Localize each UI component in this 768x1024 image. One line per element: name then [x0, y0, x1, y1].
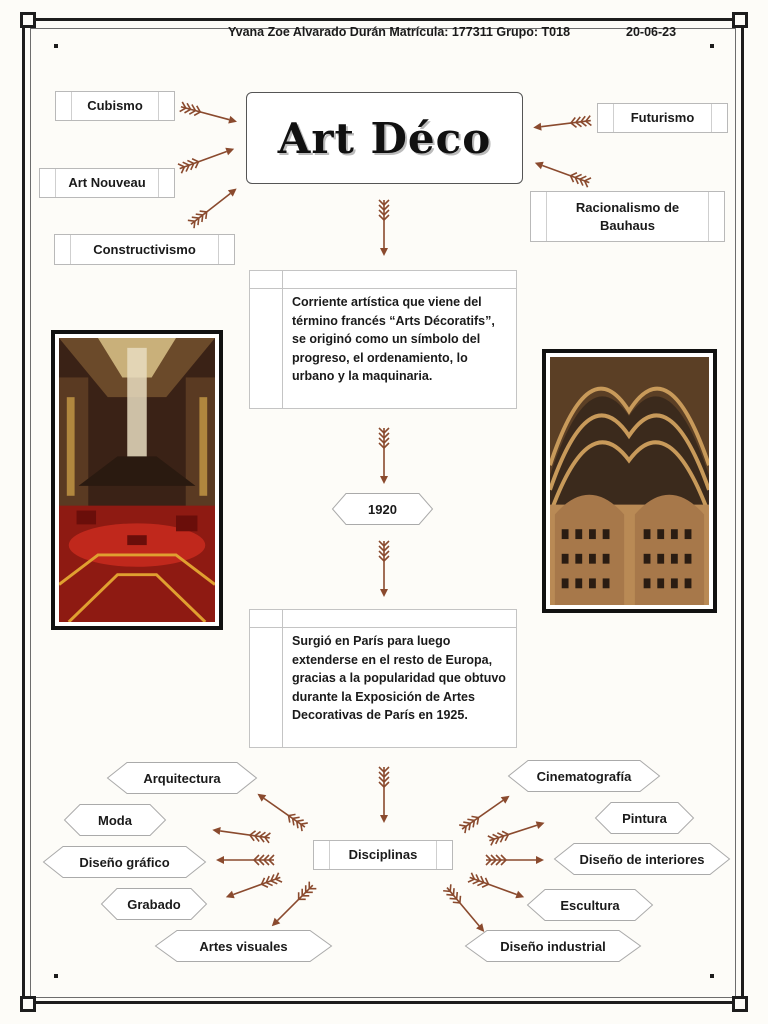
description-box — [249, 270, 517, 409]
arrow-down-icon — [377, 539, 391, 597]
influence-futurismo: Futurismo — [597, 103, 728, 133]
discipline-diseno-industrial: Diseño industrial — [465, 930, 641, 962]
influence-racionalismo-bauhaus: Racionalismo de Bauhaus — [530, 191, 725, 242]
arrow-icon — [216, 853, 276, 867]
art-deco-theater-interior-photo — [51, 330, 223, 630]
influence-art-nouveau: Art Nouveau — [39, 168, 175, 198]
discipline-diseno-grafico: Diseño gráfico — [43, 846, 206, 878]
arrow-down-icon — [377, 426, 391, 484]
origin-box — [249, 609, 517, 748]
corner-ornament-top-right — [712, 12, 748, 48]
influence-cubismo: Cubismo — [55, 91, 175, 121]
discipline-cinematografia: Cinematografía — [508, 760, 660, 792]
corner-ornament-bottom-right — [712, 976, 748, 1012]
description-text: Corriente artística que viene del término francés “Arts Décoratifs”, se originó como un símbolo del progreso, el ordenamiento, lo urbano y la maquinaria. — [292, 295, 495, 383]
origin-text: Surgió en París para luego extenderse en el resto de Europa, gracias a la popularidad que obtuvo durante la Exposición de Artes Decorativas de París en 1925. — [292, 634, 506, 722]
year-badge — [332, 493, 433, 525]
author-line: Yvana Zoe Alvarado Durán Matrícula: 177311 Grupo: T018 — [228, 25, 571, 39]
discipline-moda: Moda — [64, 804, 166, 836]
influence-constructivismo: Constructivismo — [54, 234, 235, 265]
disciplines-title-box: Disciplinas — [313, 840, 453, 870]
discipline-artes-visuales: Artes visuales — [155, 930, 332, 962]
title-box — [246, 92, 523, 184]
arrow-down-icon — [377, 198, 391, 256]
discipline-arquitectura: Arquitectura — [107, 762, 257, 794]
chrysler-building-arches-photo — [542, 349, 717, 613]
date: 20-06-23 — [626, 25, 677, 39]
arrow-down-icon — [377, 765, 391, 823]
year-text: 1920 — [368, 501, 397, 517]
page-title: Art Déco — [277, 113, 492, 163]
corner-ornament-top-left — [20, 12, 56, 48]
header — [228, 25, 677, 39]
corner-ornament-bottom-left — [20, 976, 56, 1012]
discipline-pintura: Pintura — [595, 802, 694, 834]
discipline-diseno-interiores: Diseño de interiores — [554, 843, 730, 875]
discipline-grabado: Grabado — [101, 888, 207, 920]
arrow-icon — [484, 853, 544, 867]
discipline-escultura: Escultura — [527, 889, 653, 921]
